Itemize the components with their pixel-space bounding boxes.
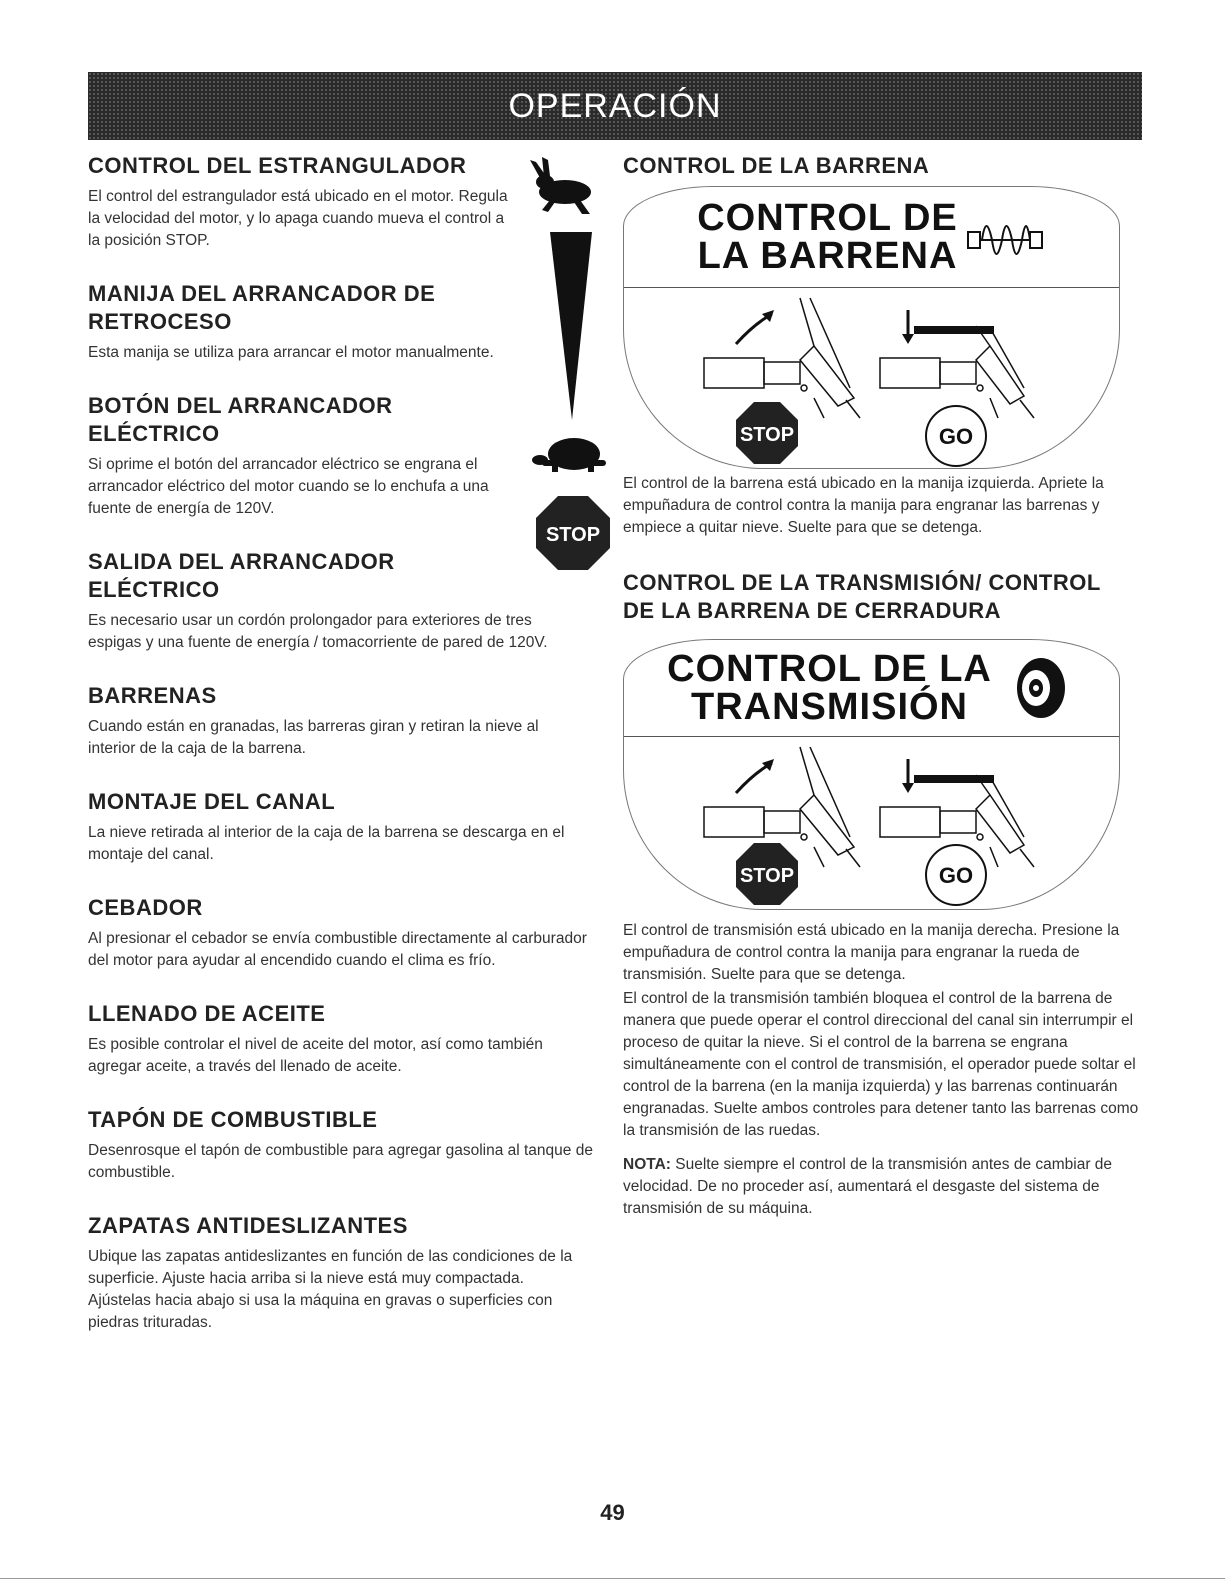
- section-text: El control del estrangulador está ubicado en el motor. Regula la velocidad del motor, y lo apaga cuando mueva el control a la posición STOP.: [88, 188, 508, 249]
- section-fuel-cap: [88, 1106, 608, 1184]
- go-label: GO: [938, 424, 974, 449]
- stop-sign-icon: [536, 496, 610, 570]
- section-oil-fill: [88, 1000, 578, 1078]
- handle-released-icon: [704, 298, 860, 418]
- section-title: SALIDA DEL ARRANCADOR ELÉCTRICO: [88, 549, 395, 602]
- decal-line1: CONTROL DE LA: [667, 648, 992, 690]
- section-text: Cuando están en granadas, las barreras giran y retiran la nieve al interior de la caja de la barrena.: [88, 718, 539, 757]
- section-skid-shoes: [88, 1212, 588, 1334]
- drive-control-title: CONTROL DE LA TRANSMISIÓN/ CONTROL DE LA BARRENA DE CERRADURA: [623, 570, 1101, 623]
- page-number: 49: [600, 1500, 625, 1525]
- right-column: [623, 152, 1143, 1220]
- throttle-icons: [520, 152, 630, 572]
- section-text: Desenrosque el tapón de combustible para agregar gasolina al tanque de combustible.: [88, 1142, 593, 1181]
- grip-bar-icon: [914, 326, 994, 334]
- section-title: LLENADO DE ACEITE: [88, 1001, 326, 1026]
- section-title: BARRENAS: [88, 683, 217, 708]
- speed-wedge-icon: [550, 232, 592, 420]
- section-augers: [88, 682, 568, 760]
- section-text: Ubique las zapatas antideslizantes en función de las condiciones de la superficie. Ajuste hacia arriba si la nieve está muy compactada. Ajústelas hacia abajo si usa la máquina en gravas o superficies con piedras trituradas.: [88, 1248, 573, 1331]
- bottom-rule: [0, 1578, 1225, 1579]
- page-title: OPERACIÓN: [508, 86, 722, 125]
- drive-control-text-2: El control de la transmisión también bloquea el control de la barrena de manera que puede operar el control direccional del canal sin interrumpir el proceso de quitar la nieve. Si el control de la barrena se engrana simultáneamente con el control de transmisión, el operador puede soltar el control de la barrena (en la manija izquierda) y las barrenas continuarán engranadas. Suelte ambos controles para detener tanto las barrenas como la transmisión de las ruedas.: [623, 990, 1139, 1139]
- go-sign-icon: [926, 845, 986, 905]
- auger-control-title: CONTROL DE LA BARRENA: [623, 153, 930, 178]
- section-title: CONTROL DEL ESTRANGULADOR: [88, 153, 467, 178]
- section-title: MONTAJE DEL CANAL: [88, 789, 336, 814]
- stop-label: STOP: [739, 865, 795, 887]
- decal-line1: CONTROL DE: [697, 197, 958, 239]
- handle-diagram: [624, 737, 1119, 909]
- section-title: ZAPATAS ANTIDESLIZANTES: [88, 1213, 408, 1238]
- section-banner: [88, 72, 1142, 140]
- section-text: La nieve retirada al interior de la caja de la barrena se descarga en el montaje del canal.: [88, 824, 565, 863]
- section-text: Es posible controlar el nivel de aceite del motor, así como también agregar aceite, a través del llenado de aceite.: [88, 1036, 543, 1075]
- handle-diagram: [624, 288, 1119, 468]
- grip-bar-icon: [914, 775, 994, 783]
- stop-sign-icon: [736, 843, 798, 905]
- handle-engaged-icon: [880, 326, 1034, 418]
- auger-control-text: El control de la barrena está ubicado en la manija izquierda. Apriete la empuñadura de control contra la manija para engranar las barrenas y empiece a quitar nieve. Suelte para que se detenga.: [623, 475, 1104, 536]
- wheel-icon: [1006, 653, 1076, 723]
- go-sign-icon: [926, 406, 986, 466]
- stop-label: STOP: [545, 524, 601, 546]
- go-label: GO: [938, 863, 974, 888]
- section-electric-outlet: [88, 548, 568, 654]
- note: [623, 1154, 1143, 1220]
- drive-control-text: El control de transmisión está ubicado en la manija derecha. Presione la empuñadura de control contra la manija para engranar la rueda de transmisión. Suelte para que se detenga.: [623, 922, 1120, 983]
- throttle-graphic: [520, 152, 630, 572]
- section-title: MANIJA DEL ARRANCADOR DE RETROCESO: [88, 281, 436, 334]
- section-text: Esta manija se utiliza para arrancar el motor manualmente.: [88, 344, 494, 361]
- section-title: BOTÓN DEL ARRANCADOR ELÉCTRICO: [88, 393, 393, 446]
- section-title: TAPÓN DE COMBUSTIBLE: [88, 1107, 378, 1132]
- section-recoil: [88, 280, 528, 364]
- drive-control-decal: [623, 639, 1120, 910]
- decal-line2: LA BARRENA: [697, 235, 958, 277]
- section-text: Es necesario usar un cordón prolongador para exteriores de tres espigas y una fuente de energía / tomacorriente de pared de 120V.: [88, 612, 548, 651]
- decal-line2: TRANSMISIÓN: [691, 686, 968, 728]
- note-label: NOTA:: [623, 1156, 671, 1173]
- rabbit-icon: [530, 157, 591, 214]
- section-title: CEBADOR: [88, 895, 203, 920]
- section-text: Si oprime el botón del arrancador eléctrico se engrana el arrancador eléctrico del motor cuando se lo enchufa a una fuente de energía de 120V.: [88, 456, 489, 517]
- section-text: Al presionar el cebador se envía combustible directamente al carburador del motor para ayudar al encendido cuando el clima es frío.: [88, 930, 587, 969]
- auger-icon: [966, 202, 1046, 272]
- stop-label: STOP: [739, 424, 795, 446]
- stop-sign-icon: [736, 402, 798, 464]
- section-primer: [88, 894, 603, 972]
- turtle-icon: [532, 438, 606, 472]
- section-electric-button: [88, 392, 518, 520]
- note-text: Suelte siempre el control de la transmisión antes de cambiar de velocidad. De no proceder así, aumentará el desgaste del sistema de transmisión de su máquina.: [623, 1156, 1113, 1217]
- section-chute: [88, 788, 598, 866]
- section-choke: [88, 152, 508, 252]
- auger-control-decal: [623, 186, 1120, 469]
